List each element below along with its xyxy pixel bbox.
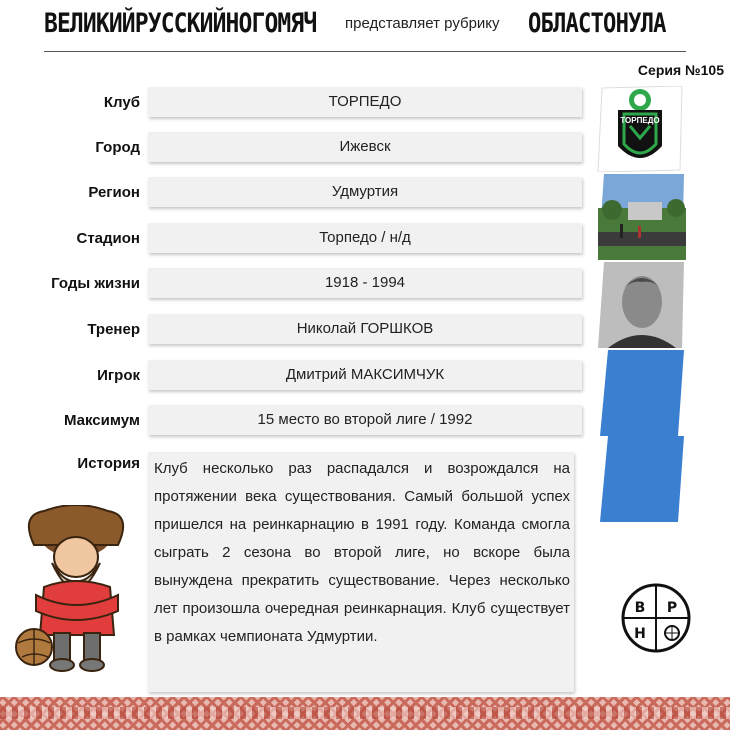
history-label: История	[77, 455, 140, 472]
header-subtitle: представляет рубрику	[345, 15, 500, 32]
player-photo-placeholder	[598, 350, 686, 436]
crest-text: ТОРПЕДО	[620, 116, 660, 125]
row-label: Регион	[88, 184, 140, 201]
ornament-border	[0, 697, 730, 730]
row-value: Дмитрий МАКСИМЧУК	[148, 360, 582, 390]
header-divider	[44, 51, 686, 52]
row-value: ТОРПЕДО	[148, 87, 582, 117]
club-crest-image	[596, 86, 684, 172]
row-value: Николай ГОРШКОВ	[148, 314, 582, 344]
row-value: Удмуртия	[148, 177, 582, 207]
stadium-photo	[598, 174, 686, 260]
series-number: Серия №105	[637, 62, 724, 78]
badge-letter: В	[634, 600, 646, 616]
row-label: Годы жизни	[51, 275, 140, 292]
coach-portrait	[598, 262, 686, 348]
badge-letter: Р	[666, 600, 678, 616]
row-value: 1918 - 1994	[148, 268, 582, 298]
row-value: Торпедо / н/д	[148, 223, 582, 253]
row-label: Город	[95, 139, 140, 156]
row-value: Ижевск	[148, 132, 582, 162]
row-label: Максимум	[63, 412, 140, 429]
row-label: Игрок	[97, 367, 140, 384]
badge-letter: Н	[634, 626, 646, 642]
row-label: Тренер	[87, 321, 140, 338]
header	[0, 0, 730, 60]
vrn-badge-icon	[620, 582, 692, 654]
row-label: Клуб	[103, 94, 140, 111]
row-label: Стадион	[76, 230, 140, 247]
row-value: 15 место во второй лиге / 1992	[148, 405, 582, 435]
history-text: Клуб несколько раз распадался и возрождался на протяжении века существования. Самый большой успех пришелся на реинкарнацию в 1991 году. Команда смогла сыграть 2 сезона во второй лиге, но вскоре была вынуждена прекратить существование. Через несколько лет произошла очередная реинкарнация. Клуб существует в рамках чемпионата Удмуртии.	[148, 452, 574, 692]
extra-photo-placeholder	[598, 436, 686, 522]
rubric-logo: ОБЛАСТОНУЛА	[528, 8, 666, 39]
brand-logo: ВЕЛИКИЙРУССКИЙНОГОМЯЧ	[44, 8, 317, 39]
mascot-illustration	[14, 505, 139, 675]
